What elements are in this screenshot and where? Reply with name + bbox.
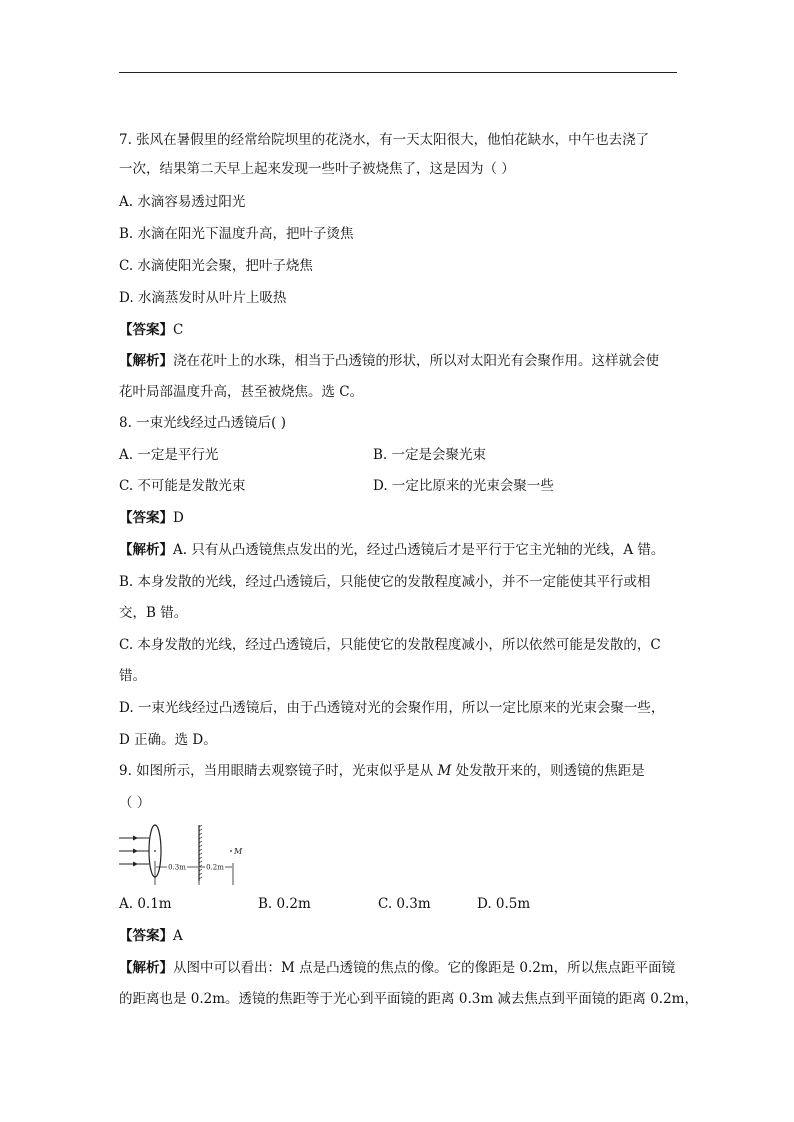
q7-option-c: C. 水滴使阳光会聚，把叶子烧焦 <box>119 258 313 274</box>
q9-option-c: C. 0.3m <box>378 896 431 912</box>
q9-analysis-line2: 的距离也是 0.2m。透镜的焦距等于光心到平面镜的距离 0.3m 减去焦点到平面镜的距离 0.2m， <box>119 991 698 1007</box>
q9-stem-part1: 9. 如图所示，当用眼睛去观察镜子时，光束似乎是从 <box>119 763 438 779</box>
q8-stem: 8. 一束光线经过凸透镜后( ) <box>119 415 286 431</box>
q7-stem-line1: 7. 张风在暑假里的经常给院坝里的花浇水，有一天太阳很大，他怕花缺水，中午也去浇了 <box>119 132 650 148</box>
q7-option-d: D. 水滴蒸发时从叶片上吸热 <box>119 290 287 306</box>
q7-answer <box>119 321 183 339</box>
analysis-tag: 【解析】 <box>119 542 173 558</box>
q7-option-b: B. 水滴在阳光下温度升高，把叶子烫焦 <box>119 226 354 242</box>
q8-option-d: D. 一定比原来的光束会聚一些 <box>373 478 554 494</box>
dim-label-0-2m: 0.2m <box>206 863 224 872</box>
q8-analysis-d2: D 正确。选 D。 <box>119 732 217 748</box>
q7-stem-line2: 一次，结果第二天早上起来发现一些叶子被烧焦了，这是因为（ ） <box>119 161 515 177</box>
q8-option-c: C. 不可能是发散光束 <box>119 478 246 494</box>
analysis-tag: 【解析】 <box>119 353 173 369</box>
q8-option-b: B. 一定是会聚光束 <box>373 447 487 463</box>
q8-analysis-b1: B. 本身发散的光线，经过凸透镜后，只能使它的发散程度减小，并不一定能使其平行或相 <box>119 574 651 590</box>
answer-tag: 【答案】 <box>119 928 173 944</box>
q9-option-d: D. 0.5m <box>477 896 531 912</box>
analysis-tag: 【解析】 <box>119 960 173 976</box>
q9-stem-m: M <box>437 763 452 779</box>
q9-option-b: B. 0.2m <box>258 896 311 912</box>
q9-paren: （ ） <box>119 795 151 811</box>
analysis-text: 浇在花叶上的水珠，相当于凸透镜的形状，所以对太阳光有会聚作用。这样就会使 <box>173 353 659 369</box>
answer-tag: 【答案】 <box>119 510 173 526</box>
q9-analysis-line1 <box>119 959 675 977</box>
header-rule <box>119 72 677 73</box>
q7-analysis-line1 <box>119 352 659 370</box>
q9-figure <box>119 823 249 887</box>
answer-tag: 【答案】 <box>119 322 173 338</box>
q9-stem <box>119 762 645 780</box>
q7-analysis-line2: 花叶局部温度升高，甚至被烧焦。选 C。 <box>119 384 364 400</box>
q8-analysis-a <box>119 541 664 559</box>
q9-answer <box>119 927 183 945</box>
q8-analysis-c2: 错。 <box>119 668 146 684</box>
ray-arrow-top <box>133 836 138 841</box>
q8-analysis-c1: C. 本身发散的光线，经过凸透镜后，只能使它的发散程度减小，所以依然可能是发散的，C <box>119 637 661 653</box>
q8-analysis-d1: D. 一束光线经过凸透镜后，由于凸透镜对光的会聚作用，所以一定比原来的光束会聚一些， <box>119 700 665 716</box>
ray-arrow-middle <box>133 849 138 854</box>
q8-option-a: A. 一定是平行光 <box>119 447 219 463</box>
q8-analysis-b2: 交，B 错。 <box>119 605 188 621</box>
q9-option-a: A. 0.1m <box>119 896 172 912</box>
analysis-text: 从图中可以看出：M 点是凸透镜的焦点的像。它的像距是 0.2m，所以焦点距平面镜 <box>173 960 676 976</box>
ray-arrow-bottom <box>133 862 138 867</box>
analysis-text: A. 只有从凸透镜焦点发出的光，经过凸透镜后才是平行于它主光轴的光线，A 错。 <box>173 542 665 558</box>
q7-option-a: A. 水滴容易透过阳光 <box>119 194 246 210</box>
answer-value: D <box>173 510 184 526</box>
dim-label-0-3m: 0.3m <box>168 863 186 872</box>
answer-value: C <box>173 322 184 338</box>
lens-center-dot <box>154 850 156 852</box>
answer-value: A <box>173 928 183 944</box>
q8-answer <box>119 509 184 527</box>
q9-stem-part2: 处发散开来的，则透镜的焦距是 <box>451 763 645 779</box>
point-m-label: M <box>234 847 243 856</box>
point-m-dot <box>230 850 232 852</box>
